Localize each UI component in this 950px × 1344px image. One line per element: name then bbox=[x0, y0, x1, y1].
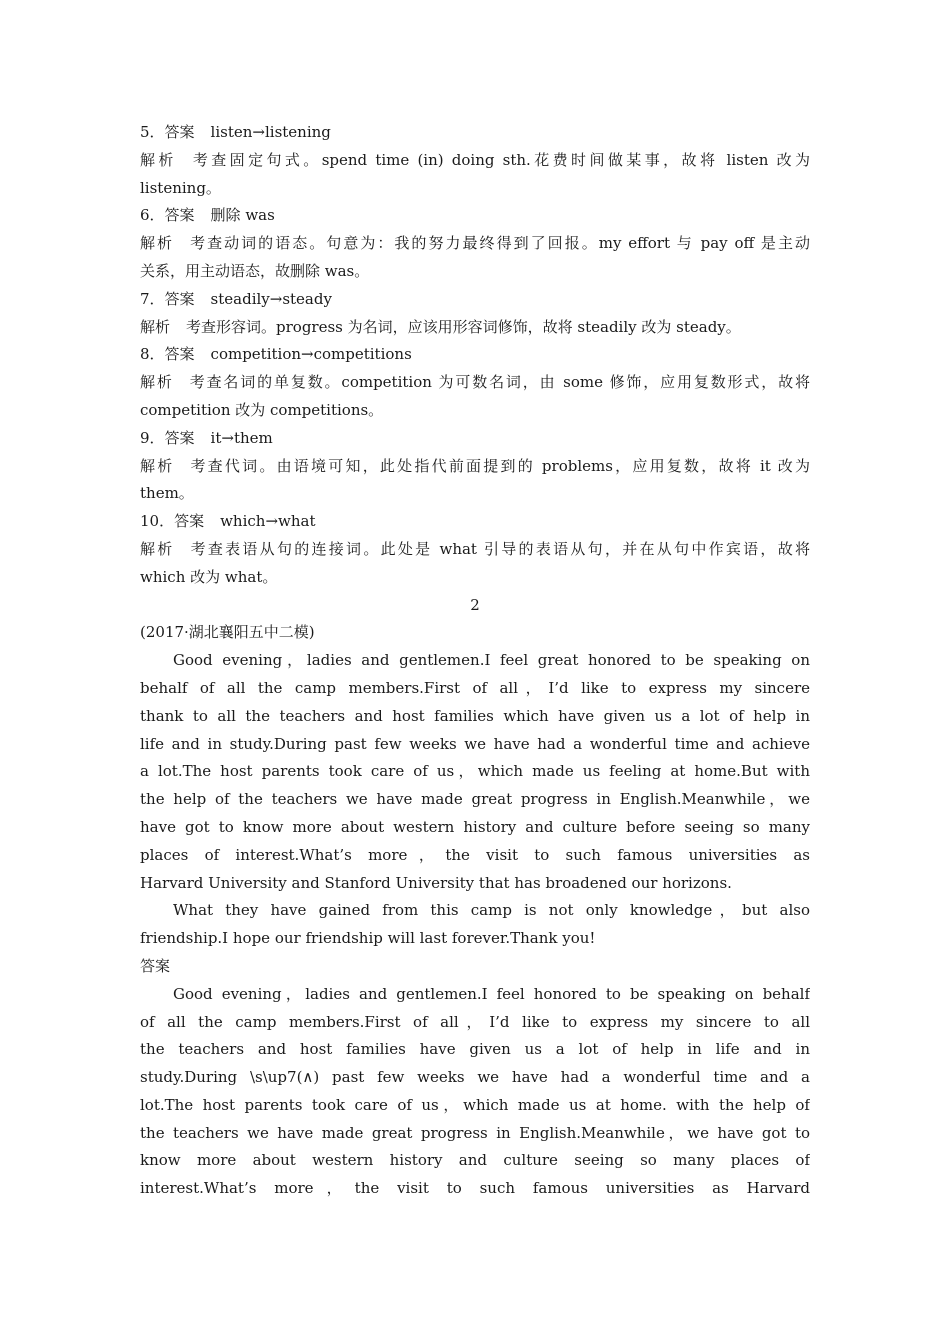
passage-line: have got to know more about western history and culture before seeing so many bbox=[140, 817, 810, 836]
answer-passage-line: the teachers we have made great progress in English.Meanwhile，we have got to bbox=[140, 1123, 810, 1142]
answer-item-10 bbox=[140, 508, 810, 591]
answer-text: which→what bbox=[220, 512, 316, 531]
explanation-line bbox=[140, 147, 810, 175]
passage-line: life and in study.During past few weeks we have had a wonderful time and achieve bbox=[140, 734, 810, 753]
answer-passage-line: interest.What’s more，the visit to such famous universities as Harvard bbox=[140, 1179, 810, 1198]
passage-line: the help of the teachers we have made great progress in English.Meanwhile，we bbox=[140, 790, 810, 809]
answer-line bbox=[140, 202, 810, 230]
answer-line bbox=[140, 341, 810, 369]
answer-item-8 bbox=[140, 341, 810, 424]
explanation-line: them。 bbox=[140, 484, 194, 503]
passage-line: Good evening，ladies and gentlemen.I feel great honored to be speaking on bbox=[173, 651, 810, 670]
explanation-text: 考查形容词。progress 为名词，应该用形容词修饰，故将 steadily 改为 steady。 bbox=[186, 317, 741, 336]
passage-line: thank to all the teachers and host families which have given us a lot of help in bbox=[140, 706, 810, 725]
answer-number: 5．答案 bbox=[140, 123, 195, 141]
answer-line bbox=[140, 508, 810, 536]
answer-line bbox=[140, 425, 810, 453]
answer-item-5 bbox=[140, 119, 810, 202]
source-citation: (2017·湖北襄阳五中二模) bbox=[140, 623, 315, 642]
explanation-label: 解析 bbox=[140, 150, 177, 169]
answer-passage-line: Good evening，ladies and gentlemen.I feel honored to be speaking on behalf bbox=[173, 984, 810, 1003]
answer-number: 7．答案 bbox=[140, 289, 195, 308]
explanation-line bbox=[140, 230, 810, 258]
explanation-label: 解析 bbox=[140, 317, 171, 336]
explanation-text: 考查代词。由语境可知，此处指代前面提到的 problems，应用复数，故将 it 改为 bbox=[190, 456, 810, 475]
explanation-label: 解析 bbox=[140, 373, 174, 392]
answer-passage-line: know more about western history and culture seeing so many places of bbox=[140, 1151, 810, 1170]
answer-passage-line: study.During \s\up7(∧) past few weeks we have had a wonderful time and a bbox=[140, 1068, 810, 1087]
passage-line: What they have gained from this camp is not only knowledge，but also bbox=[173, 901, 810, 920]
answer-text: competition→competitions bbox=[210, 345, 412, 364]
answer-text: listen→listening bbox=[210, 123, 331, 141]
answer-text: steadily→steady bbox=[210, 289, 332, 308]
explanation-line: which 改为 what。 bbox=[140, 567, 278, 586]
passage-line: places of interest.What’s more，the visit to such famous universities as bbox=[140, 845, 810, 864]
answer-number: 10．答案 bbox=[140, 512, 205, 531]
answer-text: it→them bbox=[210, 428, 273, 447]
answer-passage-line: of all the camp members.First of all，I’d like to express my sincere to all bbox=[140, 1012, 810, 1031]
passage bbox=[140, 647, 810, 953]
passage-line: behalf of all the camp members.First of all，I’d like to express my sincere bbox=[140, 678, 810, 697]
answer-passage-line: the teachers and host families have given us a lot of help in life and in bbox=[140, 1040, 810, 1059]
explanation-label: 解析 bbox=[140, 539, 175, 558]
answer-text: 删除 was bbox=[210, 206, 275, 225]
passage-line: Harvard University and Stanford University that has broadened our horizons. bbox=[140, 873, 732, 892]
answer-line bbox=[140, 286, 810, 314]
answer-number: 6．答案 bbox=[140, 206, 195, 225]
explanation-text: 考查表语从句的连接词。此处是 what 引导的表语从句，并在从句中作宾语，故将 bbox=[190, 539, 810, 558]
document-page bbox=[140, 119, 810, 1203]
explanation-line bbox=[140, 453, 810, 481]
explanation-line bbox=[140, 536, 810, 564]
answer-item-7 bbox=[140, 286, 810, 342]
section-number: 2 bbox=[470, 595, 480, 614]
answer-heading: 答案 bbox=[140, 956, 171, 975]
passage-line: a lot.The host parents took care of us，which made us feeling at home.But with bbox=[140, 762, 810, 781]
explanation-line bbox=[140, 369, 810, 397]
passage-line: friendship.I hope our friendship will last forever.Thank you! bbox=[140, 929, 596, 948]
answer-number: 8．答案 bbox=[140, 345, 195, 364]
explanation-line bbox=[140, 314, 810, 342]
explanation-text: 考查动词的语态。句意为：我的努力最终得到了回报。my effort 与 pay off 是主动 bbox=[190, 234, 810, 253]
explanation-line: competition 改为 competitions。 bbox=[140, 400, 384, 419]
explanation-label: 解析 bbox=[140, 234, 175, 253]
explanation-label: 解析 bbox=[140, 456, 175, 475]
answer-number: 9．答案 bbox=[140, 428, 195, 447]
explanation-line: listening。 bbox=[140, 178, 221, 197]
answer-item-6 bbox=[140, 202, 810, 285]
explanation-text: 考查名词的单复数。competition 为可数名词，由 some 修饰，应用复数形式，故将 bbox=[189, 373, 810, 392]
answer-passage-line: lot.The host parents took care of us，which made us at home. with the help of bbox=[140, 1095, 810, 1114]
answer-item-9 bbox=[140, 425, 810, 508]
answer-passage bbox=[140, 981, 810, 1203]
explanation-text: 考查固定句式。spend time (in) doing sth.花费时间做某事，故将 listen 改为 bbox=[192, 150, 810, 169]
explanation-line: 关系，用主动语态，故删除 was。 bbox=[140, 261, 370, 280]
answer-line bbox=[140, 119, 810, 147]
